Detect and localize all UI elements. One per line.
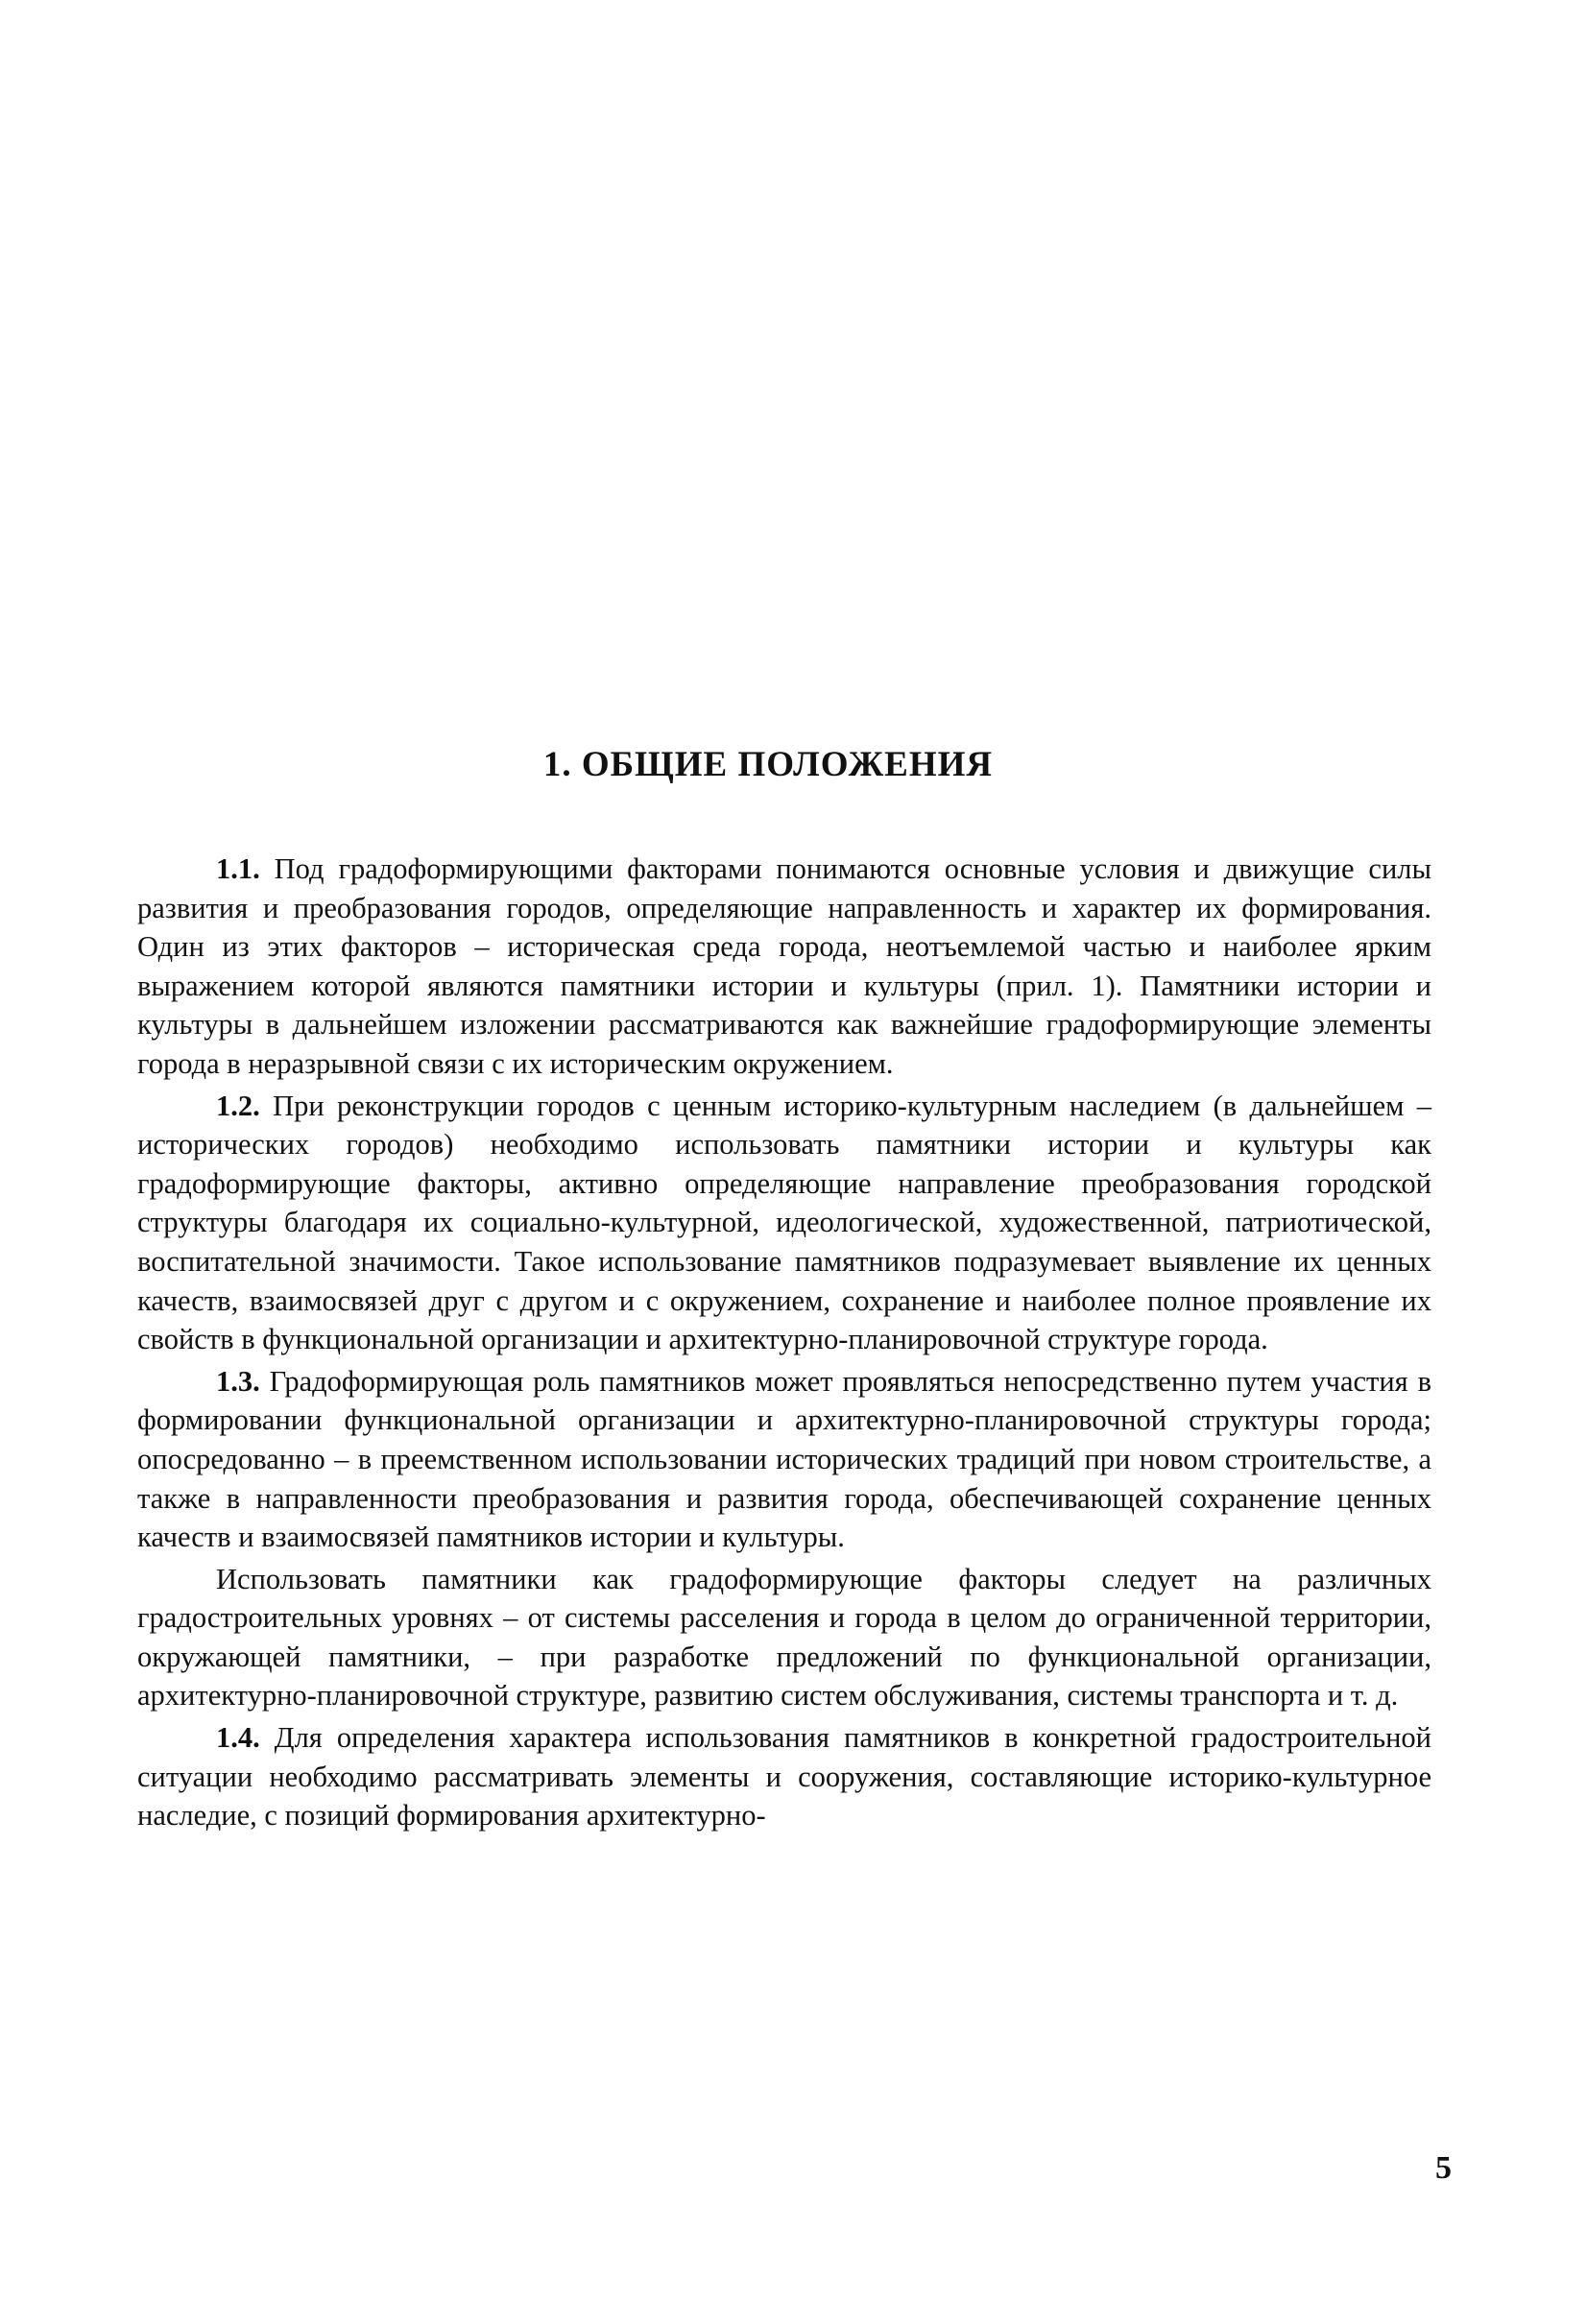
paragraph-number: 1.4.: [216, 1721, 260, 1755]
paragraph-number: 1.2.: [216, 1089, 260, 1122]
paragraph-text: При реконструкции городов с ценным историко-культурным наследием (в дальнейшем – исторических городов) необходимо использовать памятники истории и культуры как градоформирующие факторы, активно определяющие направление преобразования городской структуры благодаря их социально-культурной, идеологической, художественной, патриотической, воспитательной значимости. Такое использование памятников подразумевает выявление их ценных качеств, взаимосвязей друг с другом и с окружением, сохранение и наиболее полное проявление их свойств в функциональной организации и архитектурно-планировочной структуре города.: [137, 1089, 1432, 1356]
paragraph-text: Использовать памятники как градоформирующие факторы следует на различных градостроительных уровнях – от системы расселения и города в целом до ограниченной территории, окружающей памятники, – при разработке предложений по функциональной организации, архитектурно-планировочной структуре, развитию систем обслуживания, системы транспорта и т. д.: [137, 1562, 1431, 1713]
paragraph-1-2: [137, 1087, 1431, 1359]
body-text: [137, 850, 1431, 1838]
paragraph-text: Под градоформирующими факторами понимаются основные условия и движущие силы развития и преобразования городов, определяющие направленность и характер их формирования. Один из этих факторов – историческая среда города, неотъемлемой частью и наиболее ярким выражением которой являются памятники истории и культуры (прил. 1). Памятники истории и культуры в дальнейшем изложении рассматриваются как важнейшие градоформирующие элементы города в неразрывной связи с их историческим окружением.: [137, 852, 1432, 1080]
paragraph-1-3-continued: [137, 1560, 1431, 1715]
paragraph-number: 1.1.: [216, 852, 260, 885]
paragraph-text: Градоформирующая роль памятников может проявляться непосредственно путем участия в формировании функциональной организации и архитектурно-планировочной структуры города; опосредованно – в преемственном использовании исторических традиций при новом строительстве, а также в направленности преобразования и развития города, обеспечивающей сохранение ценных качеств и взаимосвязей памятников истории и культуры.: [137, 1364, 1431, 1554]
paragraph-text: Для определения характера использования памятников в конкретной градостроительной ситуации необходимо рассматривать элементы и сооружения, составляющие историко-культурное наследие, с позиций формирования архитектурно-: [137, 1721, 1431, 1833]
section-heading: 1. ОБЩИЕ ПОЛОЖЕНИЯ: [542, 745, 994, 784]
paragraph-1-4: [137, 1718, 1431, 1835]
paragraph-number: 1.3.: [216, 1364, 260, 1398]
page-number: 5: [1435, 2150, 1452, 2186]
paragraph-1-1: [137, 850, 1431, 1084]
paragraph-1-3: [137, 1362, 1431, 1557]
